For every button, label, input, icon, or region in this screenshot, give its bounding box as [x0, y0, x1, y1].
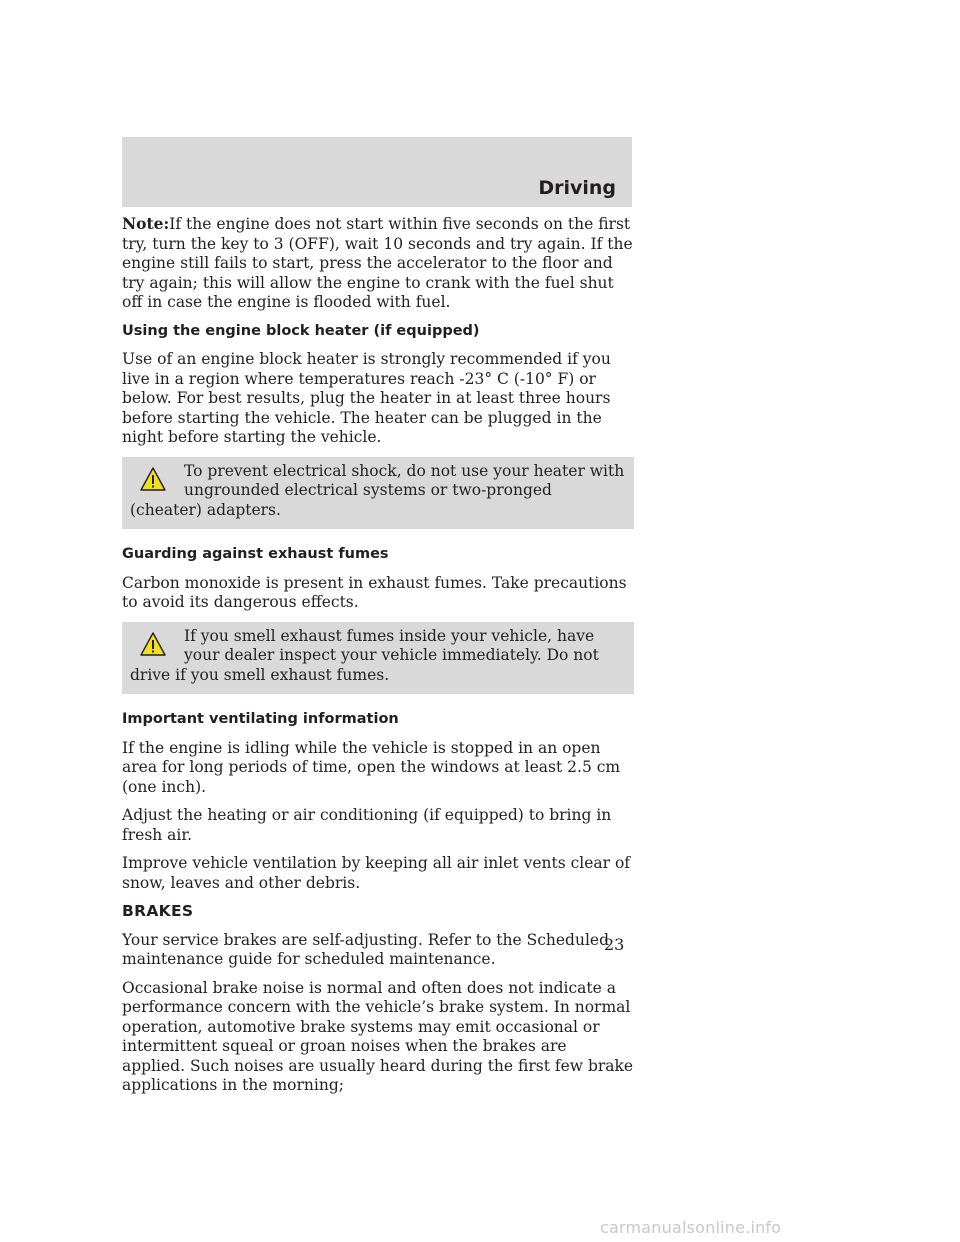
- block-heater-warning-text: To prevent electrical shock, do not use your heater with ungrounded electrical systems or two-pronged (cheater) adapters.: [130, 461, 625, 519]
- block-heater-body: Use of an engine block heater is strongly recommended if you live in a region where temperatures reach -23° C (-10° F) or below. For best results, plug the heater in at least three hours before starting the vehicle. The heater can be plugged in the night before starting the vehicle.: [122, 350, 611, 446]
- brakes-heading: BRAKES: [122, 902, 194, 920]
- exhaust-warning-box: [122, 622, 634, 695]
- warning-triangle-icon: [140, 466, 166, 492]
- ventilating-paragraph: Improve vehicle ventilation by keeping all air inlet vents clear of snow, leaves and other debris.: [122, 854, 631, 892]
- note-paragraph: [122, 214, 634, 313]
- note-label: Note:: [122, 214, 170, 233]
- brakes-paragraph: Occasional brake noise is normal and often does not indicate a performance concern with the vehicle’s brake system. In normal operation, automotive brake systems may emit occasional or intermittent squeal or groan noises when the brakes are applied. Such noises are usually heard during the first few brake applications in the morning;: [122, 978, 634, 1094]
- exhaust-warning-text: If you smell exhaust fumes inside your vehicle, have your dealer inspect your vehicle immediately. Do not drive if you smell exhaust fumes.: [130, 626, 599, 684]
- exhaust-body: Carbon monoxide is present in exhaust fumes. Take precautions to avoid its dangerous effects.: [122, 573, 627, 611]
- ventilating-paragraph: If the engine is idling while the vehicle is stopped in an open area for long periods of time, open the windows at least 2.5 cm (one inch).: [122, 738, 621, 796]
- ventilating-heading: Important ventilating information: [122, 711, 399, 727]
- watermark: carmanualsonline.info: [600, 1218, 782, 1237]
- ventilating-paragraph: Adjust the heating or air conditioning (if equipped) to bring in fresh air.: [122, 806, 612, 844]
- brakes-paragraph: Your service brakes are self-adjusting. Refer to the Scheduled maintenance guide for scheduled maintenance.: [122, 930, 609, 968]
- page-number: 23: [604, 935, 625, 954]
- block-heater-heading: Using the engine block heater (if equipped): [122, 322, 480, 339]
- exhaust-heading: Guarding against exhaust fumes: [122, 546, 389, 562]
- section-title: Driving: [538, 177, 616, 199]
- block-heater-warning-box: [122, 457, 634, 530]
- section-header-band: [122, 137, 632, 207]
- note-text: If the engine does not start within five seconds on the first try, turn the key to 3 (OFF), wait 10 seconds and try again. If the engine still fails to start, press the accelerator to the floor and try again; this will allow the engine to crank with the fuel shut off in case the engine is flooded with fuel.: [122, 215, 633, 311]
- warning-triangle-icon: [140, 631, 166, 657]
- page-content: [122, 214, 634, 1105]
